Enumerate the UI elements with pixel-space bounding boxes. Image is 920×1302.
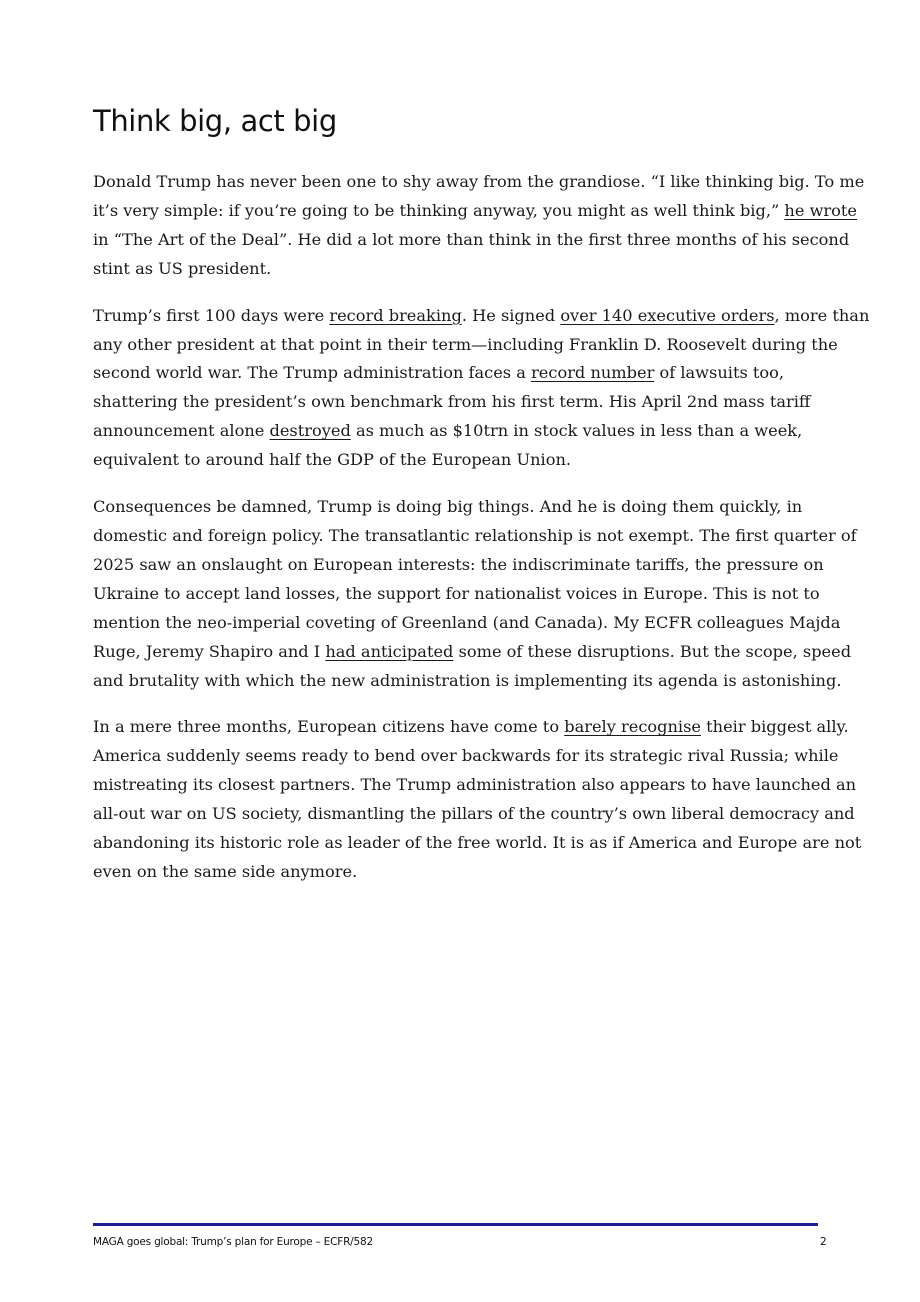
section-heading: Think big, act big: [93, 104, 337, 138]
text-line: [93, 302, 870, 331]
text-line: [93, 667, 842, 696]
text-run: it’s very simple: if you’re going to be thinking anyway, you might as well think big,”: [93, 200, 785, 220]
text-run: , more than: [774, 305, 870, 325]
text-run: some of these disruptions. But the scope, speed: [453, 641, 852, 661]
text-line: [93, 713, 849, 742]
text-run: Trump’s first 100 days were: [93, 305, 330, 325]
paragraph: [93, 302, 870, 475]
text-line: [93, 522, 857, 551]
text-run: second world war. The Trump administration faces a: [93, 363, 532, 383]
text-line: [93, 800, 855, 829]
inline-link[interactable]: barely recognise: [564, 717, 701, 737]
text-run: even on the same side anymore.: [93, 861, 358, 881]
text-line: [93, 331, 838, 360]
inline-link[interactable]: had anticipated: [325, 641, 454, 661]
text-run: In a mere three months, European citizens have come to: [93, 717, 565, 737]
text-line: [93, 638, 852, 667]
text-line: [93, 197, 857, 226]
text-line: [93, 388, 823, 417]
text-line: [93, 551, 823, 580]
text-run: of lawsuits too,: [654, 363, 785, 383]
text-run: America suddenly seems ready to bend over backwards for its strategic rival Russia; while: [93, 746, 839, 766]
text-run: Donald Trump has never been one to shy away from the grandiose. “I like thinking big. To me: [93, 172, 865, 191]
text-run: announcement alone: [93, 421, 270, 441]
inline-link[interactable]: record breaking: [329, 305, 462, 325]
paragraph: [93, 493, 857, 695]
text-line: [93, 255, 823, 284]
inline-link[interactable]: record number: [531, 363, 655, 383]
paragraph: [93, 168, 865, 284]
inline-link[interactable]: destroyed: [269, 421, 351, 441]
inline-link[interactable]: he wrote: [784, 200, 857, 220]
inline-link[interactable]: over 140 executive orders: [560, 305, 775, 325]
text-run: . He signed: [461, 305, 561, 325]
paragraph: [93, 713, 862, 886]
text-run: abandoning its historic role as leader of the free world. It is as if America and Europe are not: [93, 833, 862, 853]
text-run: shattering the president’s own benchmark from his first term. His April 2nd mass tariff: [93, 392, 811, 412]
text-line: [93, 226, 850, 255]
text-line: [93, 580, 823, 609]
text-run: any other president at that point in their term—including Franklin D. Roosevelt during the: [93, 334, 838, 354]
text-line: [93, 829, 862, 858]
footer-rule: [93, 1223, 818, 1226]
text-run: mistreating its closest partners. The Trump administration also appears to have launched an: [93, 775, 857, 795]
text-line: [93, 359, 823, 388]
text-run: as much as $10trn in stock values in less than a week,: [350, 421, 803, 441]
text-run: Ruge, Jeremy Shapiro and I: [93, 641, 326, 661]
text-run: stint as US president.: [93, 258, 272, 278]
text-line: [93, 771, 857, 800]
text-line: [93, 609, 841, 638]
text-run: Consequences be damned, Trump is doing big things. And he is doing them quickly, in: [93, 497, 803, 517]
text-line: [93, 446, 823, 475]
footer-title: MAGA goes global: Trump’s plan for Europe – ECFR/582: [93, 1236, 373, 1248]
text-line: [93, 168, 865, 197]
text-run: domestic and foreign policy. The transatlantic relationship is not exempt. The first quarter of: [93, 525, 857, 545]
text-line: [93, 742, 839, 771]
text-line: [93, 493, 823, 522]
text-run: Ukraine to accept land losses, the support for nationalist voices in Europe. This is not to: [93, 583, 820, 603]
text-run: their biggest ally.: [701, 717, 849, 737]
text-run: and brutality with which the new administration is implementing its agenda is astonishing.: [93, 670, 842, 690]
text-line: [93, 417, 823, 446]
article-body: [93, 168, 870, 905]
text-run: all-out war on US society, dismantling the pillars of the country’s own liberal democracy and: [93, 804, 855, 824]
text-run: equivalent to around half the GDP of the European Union.: [93, 450, 572, 470]
text-run: mention the neo-imperial coveting of Greenland (and Canada). My ECFR colleagues Majda: [93, 612, 841, 632]
page-number: 2: [820, 1236, 827, 1248]
text-line: [93, 858, 823, 887]
text-run: in “The Art of the Deal”. He did a lot more than think in the first three months of his second: [93, 229, 850, 249]
text-run: 2025 saw an onslaught on European interests: the indiscriminate tariffs, the pressure on: [93, 554, 824, 574]
